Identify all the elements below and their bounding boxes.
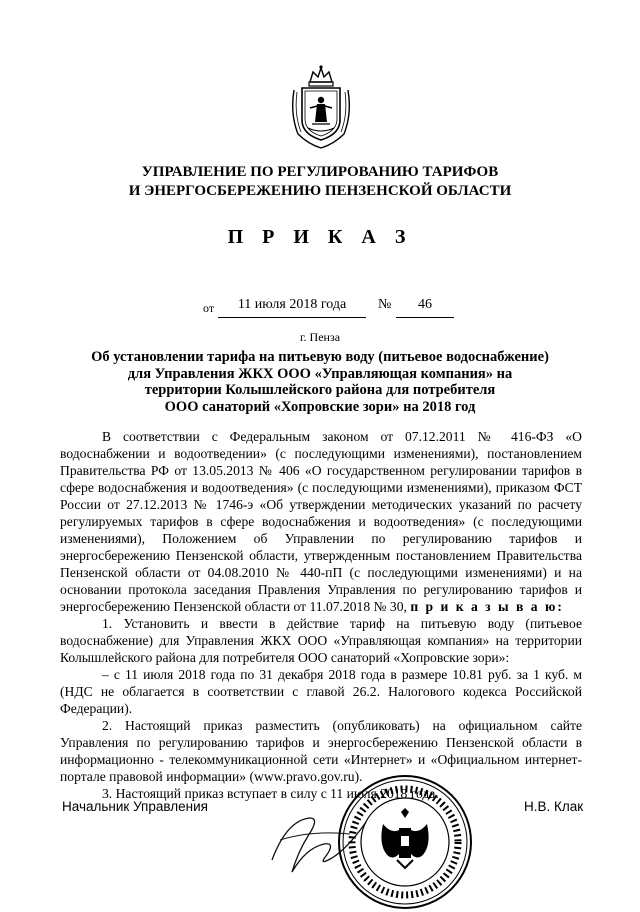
- date-prefix: от: [203, 301, 215, 315]
- city: г. Пенза: [299, 330, 341, 344]
- order-body: [60, 428, 582, 802]
- authority-line-2: И ЭНЕРГОСБЕРЕЖЕНИЮ ПЕНЗЕНСКОЙ ОБЛАСТИ: [128, 183, 512, 199]
- order-word: п р и к а з ы в а ю:: [410, 599, 564, 614]
- item-1: 1. Установить и ввести в действие тариф на питьевую воду (питьевое водоснабжение) для Управления ЖКХ ООО «Управляющая компания» на территории Колышлейского района для потребителя ООО санаторий «Хопровские зори»:: [60, 616, 582, 665]
- subject-line-4: ООО санаторий «Хопровские зори» на 2018 год: [164, 398, 476, 415]
- subject-line-1: Об установлении тарифа на питьевую воду (питьевое водоснабжение): [91, 349, 549, 365]
- document-type: П Р И К А З: [227, 226, 413, 248]
- official-seal-icon: [335, 772, 475, 912]
- subject-line-3: территории Колышлейского района для потребителя: [144, 382, 496, 398]
- order-date: 11 июля 2018 года: [218, 297, 366, 318]
- authority-line-1: УПРАВЛЕНИЕ ПО РЕГУЛИРОВАНИЮ ТАРИФОВ: [141, 164, 499, 180]
- date-number-row: [0, 297, 640, 321]
- order-subject: [70, 349, 570, 415]
- preamble-text: В соответствии с Федеральным законом от 07.12.2011 № 416-ФЗ «О водоснабжении и водоотведении» (с последующими изменениями), постановлением Правительства РФ от 13.05.2013 № 406 «О государственном регулировании тарифов в сфере водоснабжения и водоотведения» (с последующими изменениями), приказом ФСТ России от 27.12.2013 № 1746-э «Об утверждении методических указаний по расчету регулируемых тарифов в сфере водоснабжения и водоотведения» (с последующими изменениями), Положением об Управлении по регулированию тарифов и энергосбережению Пензенской области, утвержденным постановлением Правительства Пензенской области от 04.08.2010 № 440-пП (с последующими изменениями) и на основании протокола заседания Правления Управления по регулированию тарифов и энергосбережению Пензенской области от 11.07.2018 № 30,: [60, 429, 582, 614]
- issuing-authority: [60, 163, 580, 201]
- subject-line-2: для Управления ЖКХ ООО «Управляющая компания» на: [127, 365, 513, 382]
- item-2: 2. Настоящий приказ разместить (опубликовать) на официальном сайте Управления по регулированию тарифов и энергосбережению Пензенской области в информационно - телекоммуникационной сети «Интернет» и «Официальном интернет-портале правовой информации» (www.pravo.gov.ru).: [60, 718, 582, 784]
- signatory-position: Начальник Управления: [62, 799, 208, 814]
- preamble-paragraph: [60, 428, 582, 615]
- coat-of-arms-icon: [288, 64, 354, 150]
- item-3: 3. Настоящий приказ вступает в силу с 11 июля 2018 года.: [102, 786, 439, 801]
- order-number: 46: [396, 297, 454, 318]
- item-1-dash: – с 11 июля 2018 года по 31 декабря 2018 года в размере 10.81 руб. за 1 куб. м (НДС не облагается в соответствии с главой 26.2. Налогового кодекса Российской Федерации).: [60, 667, 582, 716]
- signatory-name: Н.В. Клак: [524, 799, 584, 814]
- number-label: №: [378, 297, 392, 312]
